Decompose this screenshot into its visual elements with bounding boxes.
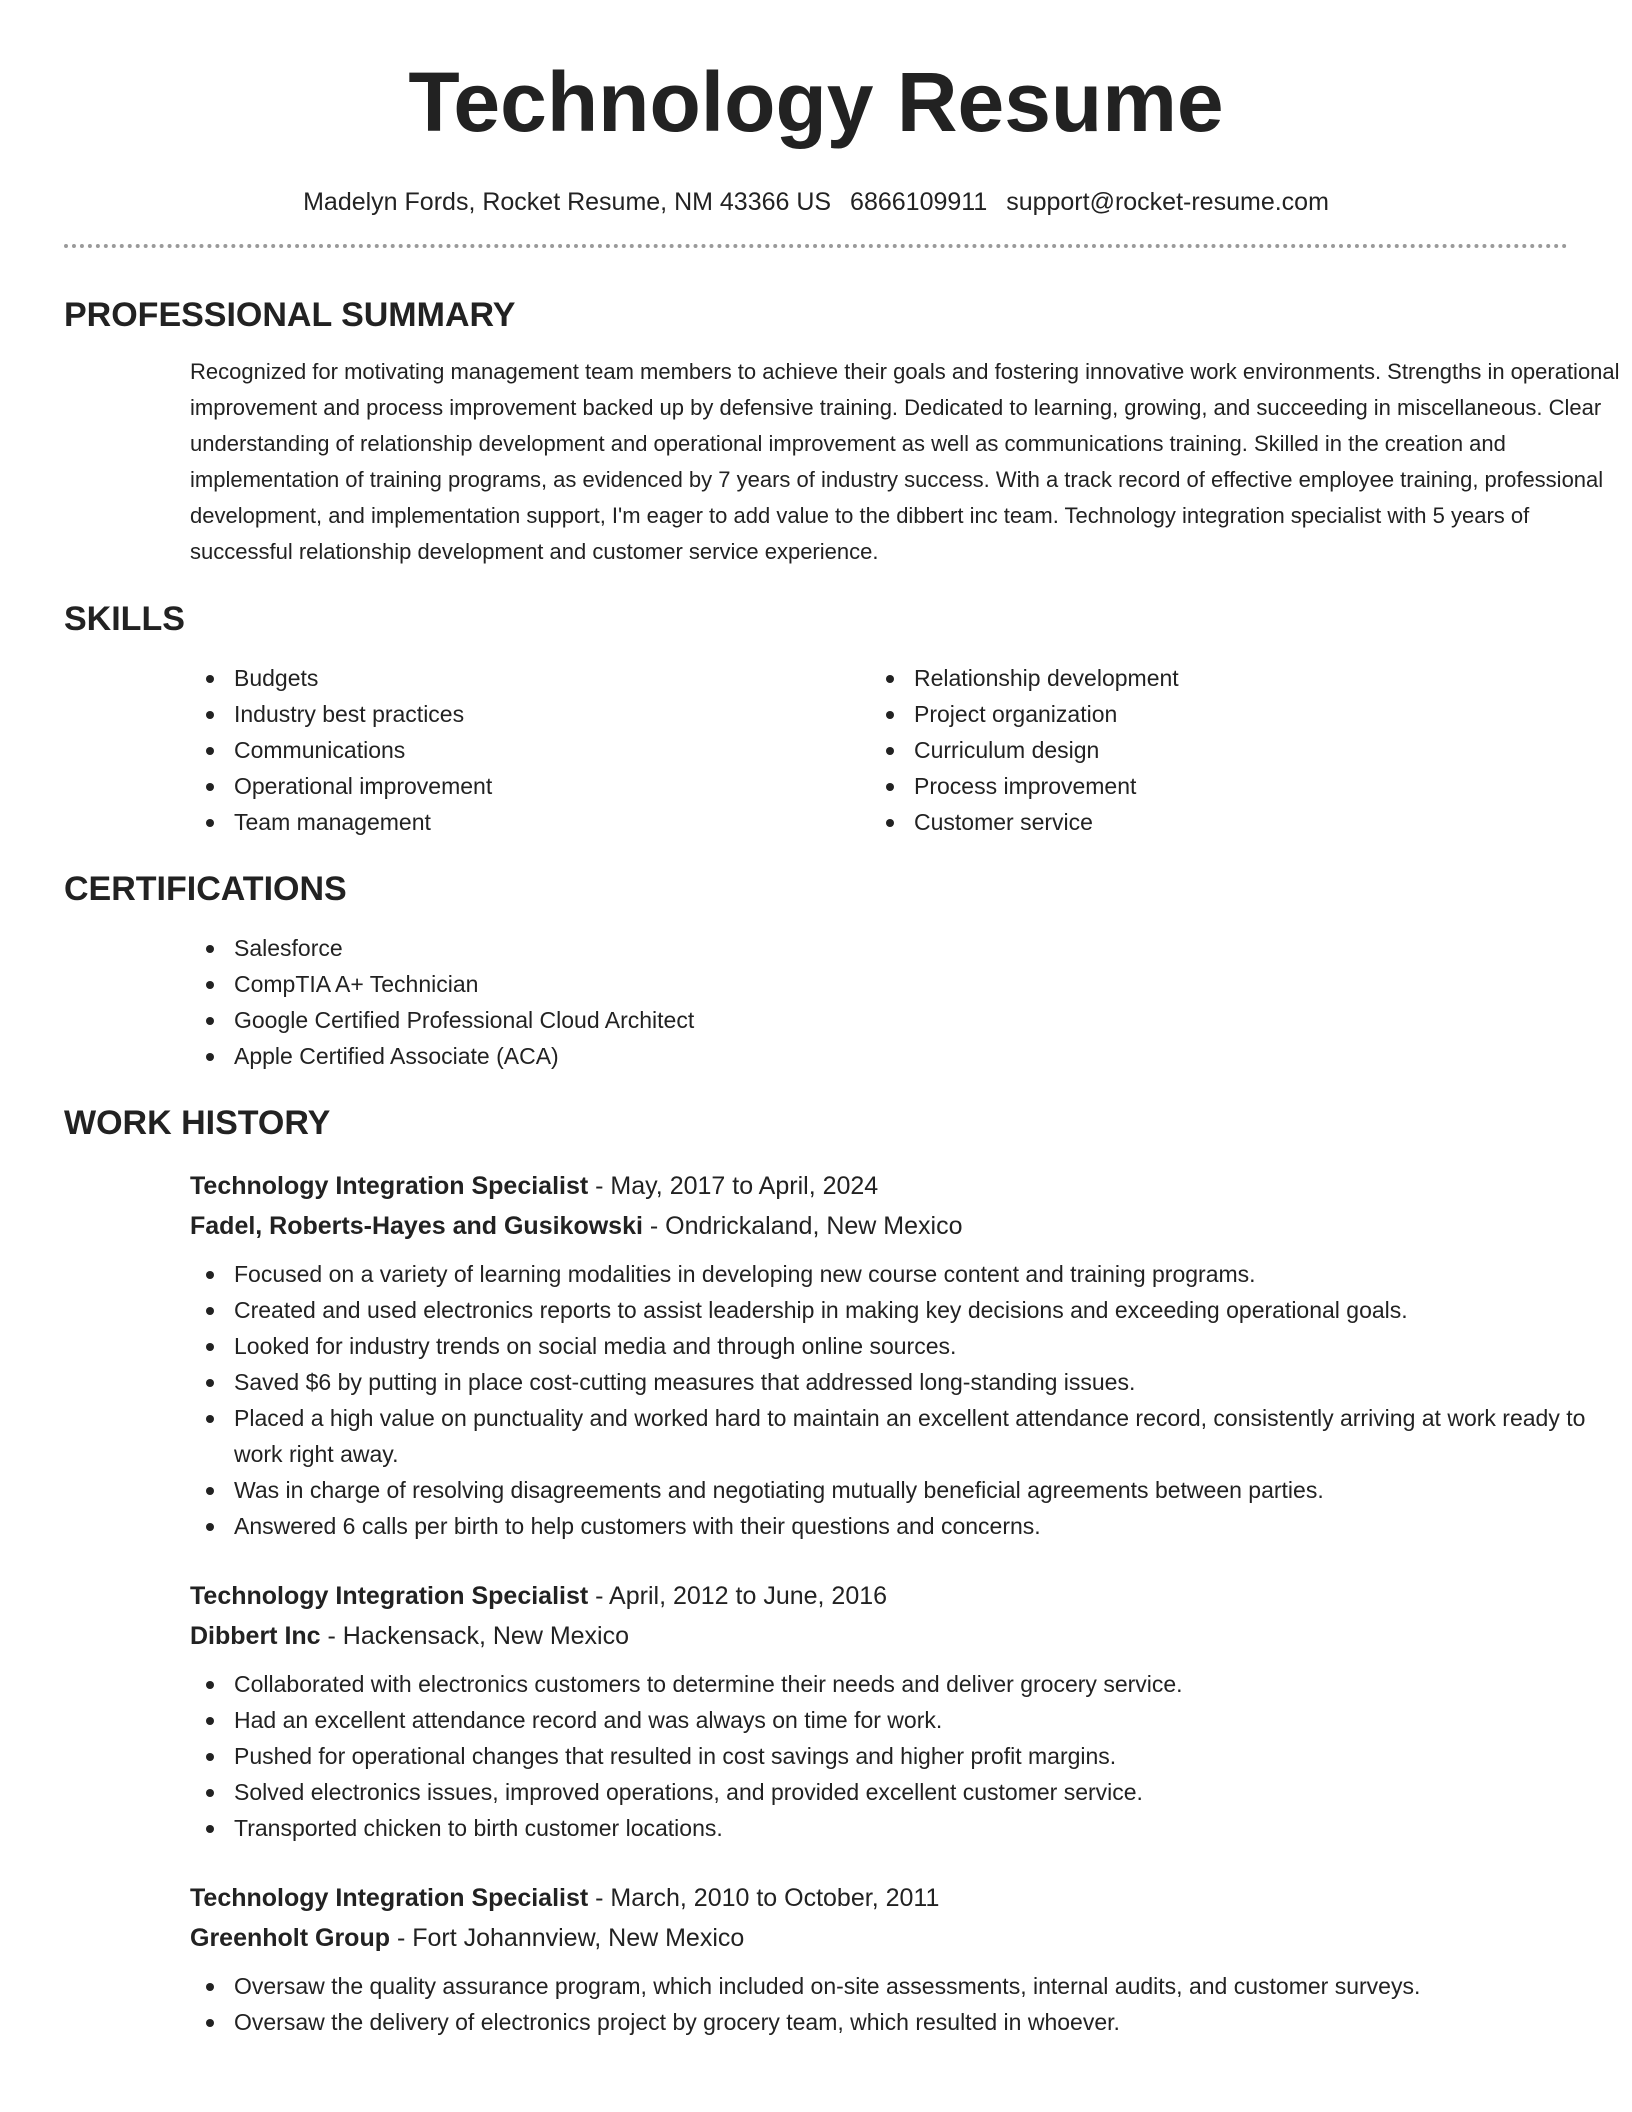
work-history-section: [64, 1102, 1586, 2040]
job-entry: [190, 1576, 1568, 1846]
job-company-line: [190, 1918, 1568, 1958]
certification-item: Salesforce: [190, 930, 1568, 966]
job-company: Dibbert Inc: [190, 1622, 321, 1650]
work-history-body: [190, 1166, 1586, 2040]
job-bullet: Oversaw the delivery of electronics project by grocery team, which resulted in whoever.: [190, 2004, 1610, 2040]
contact-email: support@rocket-resume.com: [1006, 188, 1329, 216]
job-bullet: Was in charge of resolving disagreements and negotiating mutually beneficial agreements between parties.: [190, 1472, 1610, 1508]
skill-item: Operational improvement: [190, 768, 870, 804]
job-title: Technology Integration Specialist: [190, 1172, 589, 1200]
job-bullet: Saved $6 by putting in place cost-cutting measures that addressed long-standing issues.: [190, 1364, 1610, 1400]
certifications-list: [190, 930, 1568, 1074]
header-divider: [64, 244, 1568, 248]
job-dates: - April, 2012 to June, 2016: [588, 1582, 888, 1610]
job-bullet: Solved electronics issues, improved operations, and provided excellent customer service.: [190, 1774, 1610, 1810]
job-entry: [190, 1166, 1586, 1544]
job-title: Technology Integration Specialist: [190, 1884, 589, 1912]
certifications-list-wrap: [190, 930, 1568, 1074]
skills-column-left: [190, 660, 870, 840]
certification-item: Apple Certified Associate (ACA): [190, 1038, 1568, 1074]
job-title-line: [190, 1576, 1568, 1616]
job-company: Greenholt Group: [190, 1924, 390, 1952]
skills-heading: SKILLS: [64, 600, 185, 638]
skill-item: Communications: [190, 732, 870, 768]
skill-item: Team management: [190, 804, 870, 840]
certifications-section: [64, 868, 1568, 1074]
job-bullet: Answered 6 calls per birth to help customers with their questions and concerns.: [190, 1508, 1610, 1544]
certification-item: Google Certified Professional Cloud Architect: [190, 1002, 1568, 1038]
summary-heading: PROFESSIONAL SUMMARY: [64, 296, 516, 334]
job-bullet: Placed a high value on punctuality and worked hard to maintain an excellent attendance record, consistently arriving at work ready to work right away.: [190, 1400, 1610, 1472]
job-title-line: [190, 1878, 1568, 1918]
job-location: - Hackensack, New Mexico: [320, 1622, 630, 1650]
summary-text: Recognized for motivating management team members to achieve their goals and fostering innovative work environments. Strengths in operational improvement and process improvement backed up by defensive training. Dedicated to learning, growing, and succeeding in miscellaneous. Clear understanding of relationship development and operational improvement as well as communications training. Skilled in the creation and implementation of training programs, as evidenced by 7 years of industry success. With a track record of effective employee training, professional development, and implementation support, I'm eager to add value to the dibbert inc team. Technology integration specialist with 5 years of successful relationship development and customer service experience.: [190, 359, 1620, 564]
job-dates: - May, 2017 to April, 2024: [588, 1172, 879, 1200]
job-bullet: Had an excellent attendance record and was always on time for work.: [190, 1702, 1610, 1738]
job-company-line: [190, 1616, 1568, 1656]
job-bullet: Oversaw the quality assurance program, which included on-site assessments, internal audits, and customer surveys.: [190, 1968, 1610, 2004]
job-entry: [190, 1878, 1568, 2040]
certifications-heading: CERTIFICATIONS: [64, 870, 347, 908]
skills-list: [190, 660, 1568, 840]
job-location: - Ondrickaland, New Mexico: [642, 1212, 963, 1240]
job-bullets: [190, 1968, 1568, 2040]
resume-header: [64, 0, 1568, 218]
skill-item: Process improvement: [870, 768, 1550, 804]
job-bullet: Created and used electronics reports to assist leadership in making key decisions and exceeding operational goals.: [190, 1292, 1610, 1328]
job-bullet: Pushed for operational changes that resulted in cost savings and higher profit margins.: [190, 1738, 1610, 1774]
job-title: Technology Integration Specialist: [190, 1582, 589, 1610]
job-location: - Fort Johannview, New Mexico: [390, 1924, 745, 1952]
job-company-line: [190, 1206, 1568, 1246]
job-dates: - March, 2010 to October, 2011: [588, 1884, 940, 1912]
skills-column-right: [870, 660, 1550, 840]
skills-section: [64, 598, 1568, 840]
contact-phone: 6866109911: [850, 188, 988, 216]
job-title-line: [190, 1166, 1568, 1206]
skill-item: Customer service: [870, 804, 1550, 840]
summary-section: [64, 294, 1620, 570]
job-bullet: Transported chicken to birth customer locations.: [190, 1810, 1610, 1846]
skill-item: Industry best practices: [190, 696, 870, 732]
resume-title: Technology Resume: [408, 55, 1224, 149]
skill-item: Budgets: [190, 660, 870, 696]
skill-item: Project organization: [870, 696, 1550, 732]
work-history-heading: WORK HISTORY: [64, 1104, 331, 1142]
job-company: Fadel, Roberts-Hayes and Gusikowski: [190, 1212, 643, 1240]
contact-address: Madelyn Fords, Rocket Resume, NM 43366 US: [303, 188, 832, 216]
job-bullet: Focused on a variety of learning modalities in developing new course content and training programs.: [190, 1256, 1610, 1292]
job-bullet: Looked for industry trends on social media and through online sources.: [190, 1328, 1610, 1364]
certification-item: CompTIA A+ Technician: [190, 966, 1568, 1002]
skill-item: Curriculum design: [870, 732, 1550, 768]
skill-item: Relationship development: [870, 660, 1550, 696]
job-bullets: [190, 1256, 1586, 1544]
job-bullets: [190, 1666, 1568, 1846]
job-bullet: Collaborated with electronics customers to determine their needs and deliver grocery service.: [190, 1666, 1610, 1702]
contact-line: [64, 186, 1568, 218]
